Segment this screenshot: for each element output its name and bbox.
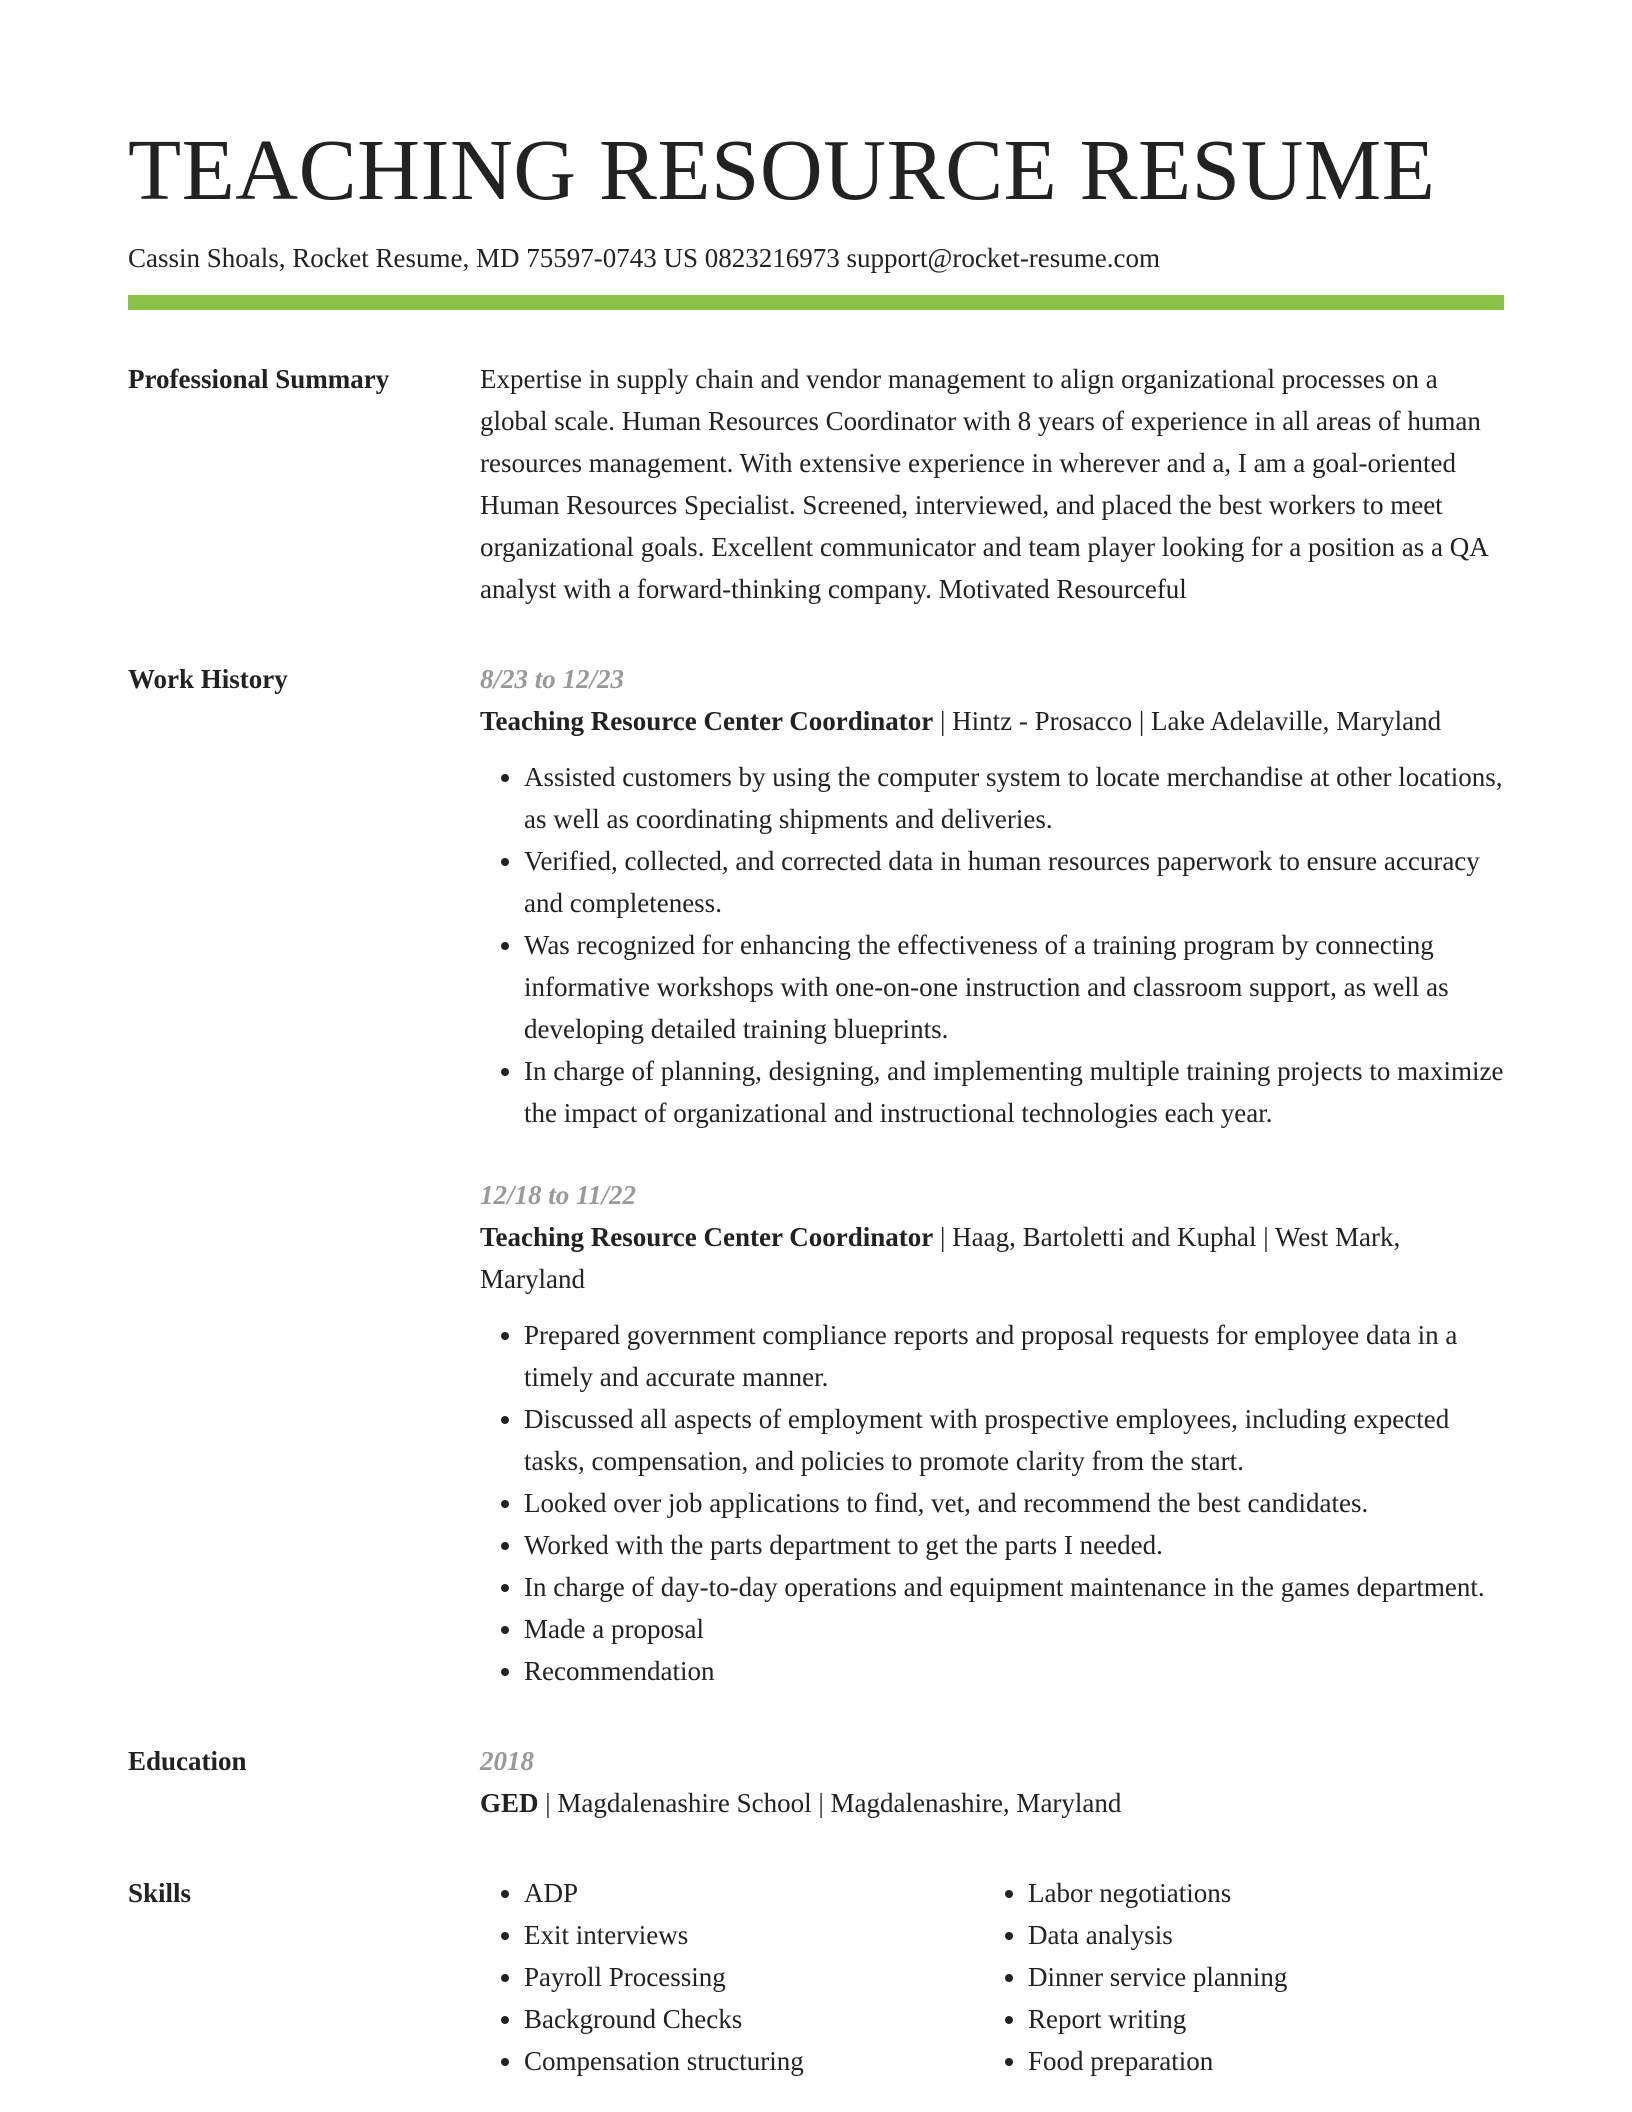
section-label: Education bbox=[128, 1746, 247, 1776]
job-heading bbox=[480, 700, 1504, 742]
list-item: • ADP bbox=[524, 1872, 984, 1914]
section-label: Work History bbox=[128, 664, 288, 694]
job-heading bbox=[480, 1216, 1504, 1300]
work-history-section bbox=[128, 658, 1504, 1692]
list-item: • Prepared government compliance reports and proposal requests for employee data in a timely and accurate manner. bbox=[524, 1314, 1504, 1398]
education-section bbox=[128, 1740, 1504, 1824]
summary-text: Expertise in supply chain and vendor management to align organizational processes on a global scale. Human Resources Coordinator with 8 years of experience in all areas of human resources management. With extensive experience in wherever and a, I am a goal-oriented Human Resources Specialist. Screened, interviewed, and placed the best workers to meet organizational goals. Excellent communicator and team player looking for a position as a QA analyst with a forward-thinking company. Motivated Resourceful bbox=[480, 364, 1488, 604]
job-title: Teaching Resource Center Coordinator bbox=[480, 706, 934, 736]
list-item: • Compensation structuring bbox=[524, 2040, 984, 2082]
list-item: • Discussed all aspects of employment with prospective employees, including expected tasks, compensation, and policies to promote clarity from the start. bbox=[524, 1398, 1504, 1482]
resume-title: TEACHING RESOURCE RESUME bbox=[128, 121, 1436, 218]
list-item: • Worked with the parts department to get the parts I needed. bbox=[524, 1524, 1504, 1566]
job-title: Teaching Resource Center Coordinator bbox=[480, 1222, 934, 1252]
list-item: • Report writing bbox=[1028, 1998, 1488, 2040]
job-bullets bbox=[480, 756, 1504, 1134]
list-item: • In charge of planning, designing, and implementing multiple training projects to maximize the impact of organizational and instructional technologies each year. bbox=[524, 1050, 1504, 1134]
job-details: | Haag, Bartoletti and Kuphal | West Mark, Maryland bbox=[480, 1222, 1401, 1294]
skills-section bbox=[128, 1872, 1504, 2082]
list-item: • Background Checks bbox=[524, 1998, 984, 2040]
summary-section bbox=[128, 358, 1504, 610]
skills-list-right bbox=[984, 1872, 1488, 2082]
list-item: • Labor negotiations bbox=[1028, 1872, 1488, 1914]
list-item: • Verified, collected, and corrected data in human resources paperwork to ensure accuracy and completeness. bbox=[524, 840, 1504, 924]
list-item: • Looked over job applications to find, vet, and recommend the best candidates. bbox=[524, 1482, 1504, 1524]
job-dates: 12/18 to 11/22 bbox=[480, 1180, 637, 1210]
list-item: • Recommendation bbox=[524, 1650, 1504, 1692]
job-entry bbox=[480, 658, 1504, 1134]
list-item: • In charge of day-to-day operations and equipment maintenance in the games department. bbox=[524, 1566, 1504, 1608]
skills-list-left bbox=[480, 1872, 984, 2082]
degree: GED bbox=[480, 1788, 539, 1818]
job-bullets bbox=[480, 1314, 1504, 1692]
education-year: 2018 bbox=[480, 1746, 534, 1776]
section-label: Professional Summary bbox=[128, 364, 390, 394]
list-item: • Food preparation bbox=[1028, 2040, 1488, 2082]
list-item: • Made a proposal bbox=[524, 1608, 1504, 1650]
list-item: • Dinner service planning bbox=[1028, 1956, 1488, 1998]
list-item: • Was recognized for enhancing the effectiveness of a training program by connecting informative workshops with one-on-one instruction and classroom support, as well as developing detailed training blueprints. bbox=[524, 924, 1504, 1050]
accent-rule bbox=[128, 295, 1504, 310]
job-entry bbox=[480, 1174, 1504, 1692]
list-item: • Exit interviews bbox=[524, 1914, 984, 1956]
job-details: | Hintz - Prosacco | Lake Adelaville, Maryland bbox=[933, 706, 1442, 736]
list-item: • Assisted customers by using the computer system to locate merchandise at other locations, as well as coordinating shipments and deliveries. bbox=[524, 756, 1504, 840]
contact-line: Cassin Shoals, Rocket Resume, MD 75597-0743 US 0823216973 support@rocket-resume.com bbox=[128, 243, 1161, 273]
education-details: | Magdalenashire School | Magdalenashire, Maryland bbox=[538, 1788, 1122, 1818]
education-line bbox=[480, 1782, 1504, 1824]
list-item: • Data analysis bbox=[1028, 1914, 1488, 1956]
job-dates: 8/23 to 12/23 bbox=[480, 664, 625, 694]
section-label: Skills bbox=[128, 1878, 192, 1908]
list-item: • Payroll Processing bbox=[524, 1956, 984, 1998]
